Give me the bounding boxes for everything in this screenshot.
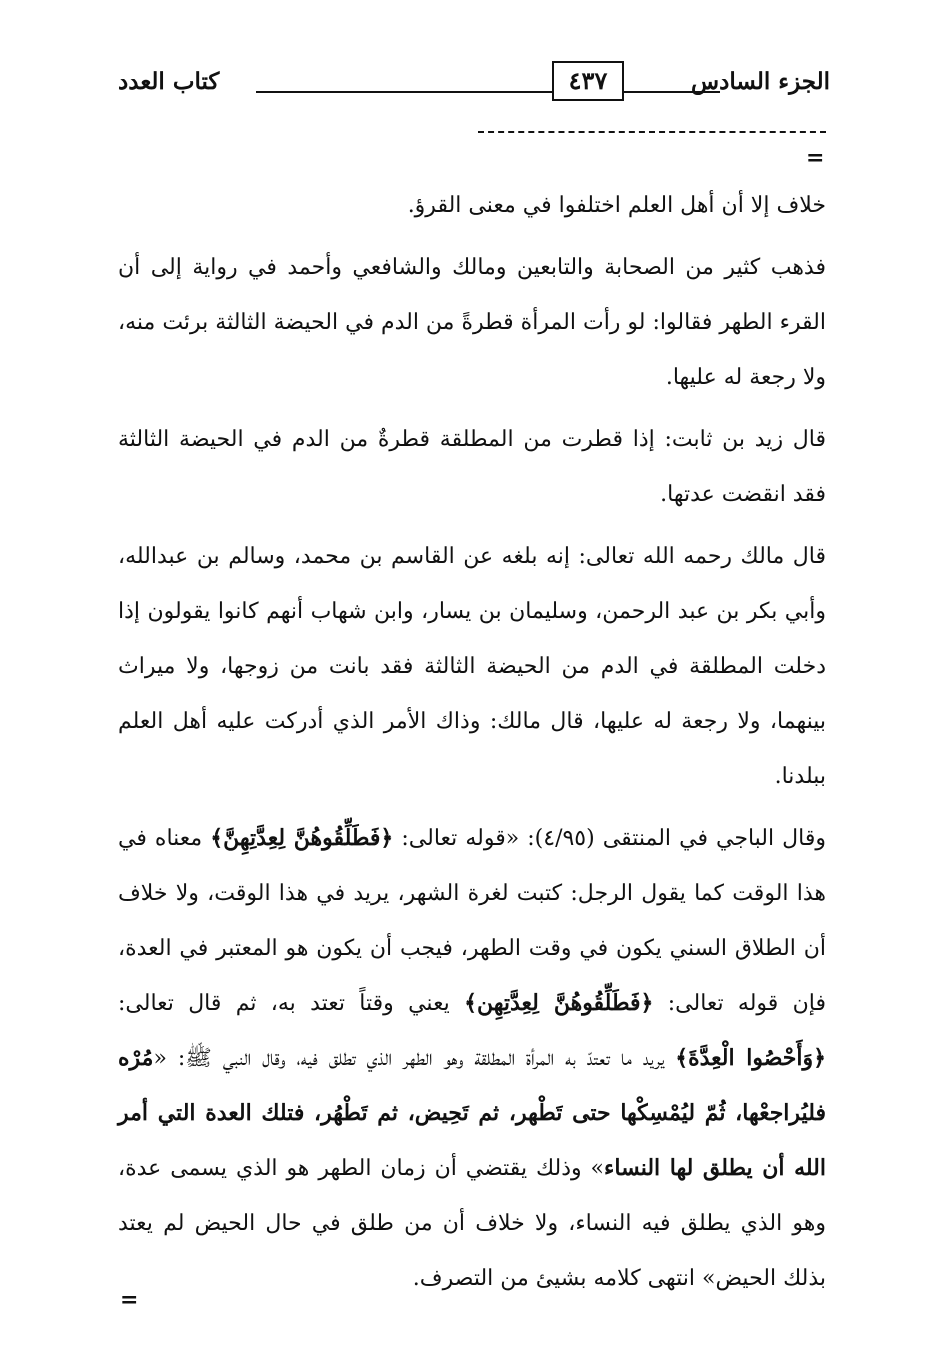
volume-label: الجزء السادس [691, 68, 830, 95]
main-text [118, 178, 826, 1313]
paragraph-4: قال مالك رحمه الله تعالى: إنه بلغه عن القاسم بن محمد، وسالم بن عبدالله، وأبي بكر بن عبد الرحمن، وسليمان بن يسار، وابن شهاب أنهم كانوا يقولون إذا دخلت المطلقة في الدم من الحيضة الثالثة فقد بانت من زوجها، ولا ميراث بينهما، ولا رجعة له عليها، قال مالك: وذاك الأمر الذي أدركت عليه أهل العلم ببلدنا. [118, 544, 826, 789]
text-segment: معناه في هذا الوقت كما يقول الرجل: كتبت لغرة الشهر، يريد في هذا الوقت، ولا خلاف أن الطلاق السني يكون في وقت الطهر، فيجب أن يكون هو المعتبر في العدة، فإن قوله تعالى: [118, 826, 826, 1016]
text-segment: وقال الباجي في المنتقى (٤/٩٥): «قوله تعالى: [393, 826, 827, 851]
text-segment: يعني وقتاً تعتد به، ثم قال تعالى: [118, 991, 465, 1016]
header-dashed-divider [478, 131, 826, 133]
hadith-quote: مُرْه فليُراجعْها، ثُمّ ليُمْسِكْها حتى تَطْهر، ثم تَحِيض، ثم تَطْهُر، فتلك العدة التي أمر الله أن يطلق لها النساء [118, 1045, 827, 1181]
page-header [118, 60, 830, 120]
continuation-mark-top: = [806, 145, 825, 171]
paragraph-5 [118, 811, 827, 1313]
text-segment: يريد ما تعتدّ به المرأة المطلقة وهو الطهر الذي تطلق فيه، وقال النبي ﷺ: « [153, 1046, 676, 1071]
header-rule-left [256, 91, 554, 93]
paragraph-3: قال زيد بن ثابت: إذا قطرت من المطلقة قطرةٌ من الدم في الحيضة الثالثة فقد انقضت عدتها. [118, 427, 826, 507]
paragraph-1: خلاف إلا أن أهل العلم اختلفوا في معنى القرؤ. [407, 193, 826, 218]
page-number: ٤٣٧ [552, 61, 624, 101]
quran-verse: ﴿وَأَحْصُوا الْعِدَّةَ﴾ [675, 1045, 826, 1071]
continuation-mark-bottom: = [120, 1287, 139, 1313]
text-segment: » وذلك يقتضي أن زمان الطهر هو الذي يسمى عدة، وهو الذي يطلق فيه النساء، ولا خلاف أن من طلق في حال الحيض لم يعتد بذلك الحيض» انتهى كلامه بشيئ من التصرف. [118, 1156, 826, 1291]
book-title: كتاب العدد [118, 68, 220, 95]
quran-verse: ﴿فَطَلِّقُوهُنَّ لِعِدَّتِهِن﴾ [464, 990, 654, 1016]
header-rule-right [624, 91, 720, 93]
quran-verse: ﴿فَطَلِّقُوهُنَّ لِعِدَّتِهِنَّ﴾ [210, 825, 394, 851]
paragraph-2: فذهب كثير من الصحابة والتابعين ومالك والشافعي وأحمد في رواية إلى أن القرء الطهر فقالوا: لو رأت المرأة قطرةً من الدم في الحيضة الثالثة برئت منه، ولا رجعة له عليها. [118, 255, 826, 390]
